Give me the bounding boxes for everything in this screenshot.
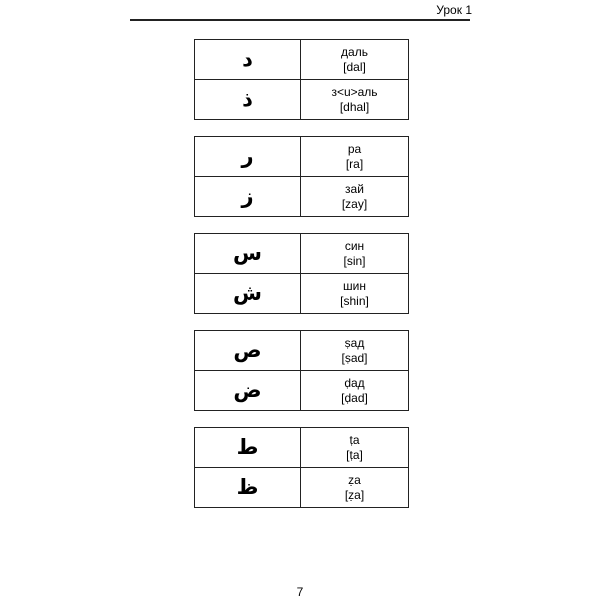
letter-transliteration: [ṣad] [341,350,368,365]
letter-name-ru: ḍад [344,375,365,390]
table-row [195,274,409,314]
letter-name-cell [301,234,409,274]
letter-name-ru: ẓа [348,472,361,487]
letter-name-cell [301,80,409,120]
letter-name-ru: зай [345,181,364,196]
table-row [195,137,409,177]
letter-table [194,39,409,120]
letter-transliteration: [ṭa] [346,447,363,462]
letter-name-cell [301,428,409,468]
letter-transliteration: [ḍad] [341,390,368,405]
table-row [195,331,409,371]
table-row [195,468,409,508]
letter-transliteration: [shin] [340,293,369,308]
arabic-letter: د [195,40,301,80]
letter-table [194,330,409,411]
letter-transliteration: [sin] [343,253,366,268]
arabic-letter: ر [195,137,301,177]
letter-name-ru: шин [343,278,366,293]
arabic-letter: ظ [195,468,301,508]
letter-transliteration: [zay] [341,196,368,211]
letter-transliteration: [ẓa] [344,487,365,502]
table-row [195,40,409,80]
lesson-header: Урок 1 [436,3,472,17]
letter-name-ru: ṣад [344,335,365,350]
letter-name-cell [301,137,409,177]
letter-name-cell [301,274,409,314]
table-row [195,371,409,411]
letter-transliteration: [dhal] [339,99,370,114]
table-row [195,80,409,120]
letter-table [194,233,409,314]
letter-name-ru: даль [341,44,368,59]
arabic-letter: ش [195,274,301,314]
letter-name-cell [301,40,409,80]
arabic-letter: ز [195,177,301,217]
letter-name-cell [301,371,409,411]
letter-name-cell [301,468,409,508]
table-row [195,234,409,274]
header-rule [130,19,470,21]
letter-name-ru: ṭа [349,432,360,447]
arabic-letter: ذ [195,80,301,120]
table-row [195,428,409,468]
letter-name-ru: син [344,238,365,253]
letter-name-ru: ра [347,141,362,156]
arabic-letter: ض [195,371,301,411]
letter-table [194,427,409,508]
letter-table [194,136,409,217]
letter-name-cell [301,331,409,371]
arabic-letter: ص [195,331,301,371]
arabic-letter: س [195,234,301,274]
table-row [195,177,409,217]
arabic-letter: ط [195,428,301,468]
letter-name-ru: з<u>аль [331,84,378,99]
page-number: 7 [296,585,304,599]
letter-tables [194,39,408,508]
letter-transliteration: [ra] [345,156,364,171]
letter-name-cell [301,177,409,217]
letter-transliteration: [dal] [343,59,366,74]
